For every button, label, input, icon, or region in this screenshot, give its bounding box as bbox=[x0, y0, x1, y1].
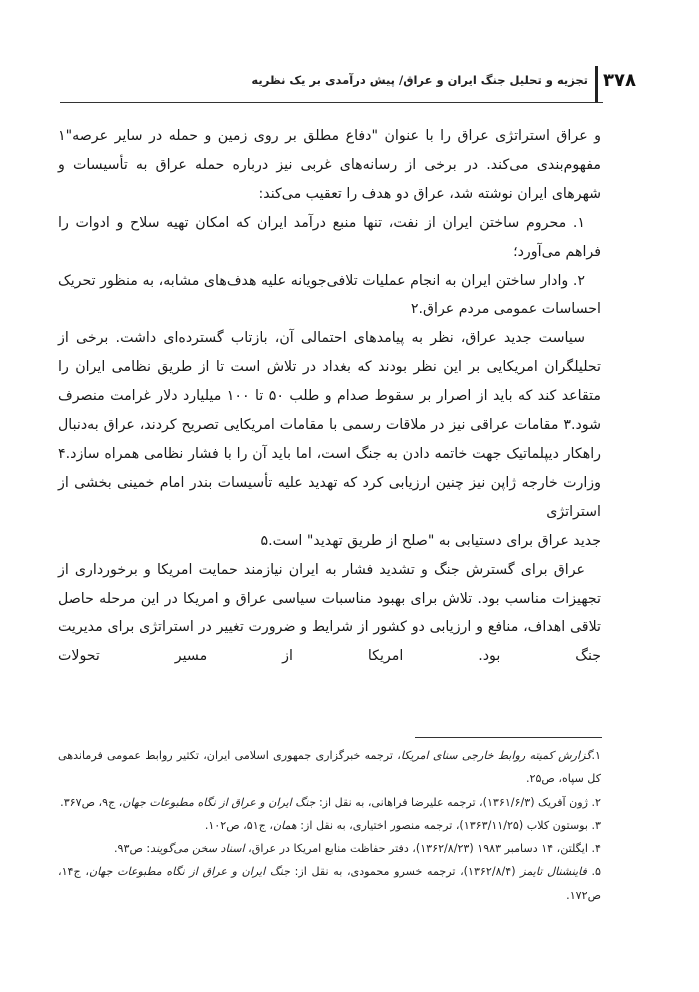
footnote-1-title: گزارش کمیته روابط خارجی سنای امریکا bbox=[400, 749, 592, 762]
running-title: تجزیه و تحلیل جنگ ایران و عراق/ پیش درآمدی بر یک نظریه bbox=[251, 73, 588, 87]
footnote-5-source: فاینشنال تایمز bbox=[520, 865, 587, 879]
list-item-1: ۱. محروم ساختن ایران از نفت، تنها منبع درآمد ایران که امکان تهیه سلاح و ادوات را فراهم می‌آورد؛ bbox=[58, 214, 601, 260]
header-rule bbox=[60, 102, 603, 103]
footnote-4: ۴. ایگلتن، ۱۴ دسامبر ۱۹۸۳ (۱۳۶۲/۸/۲۳)، دفتر حفاظت منابع امریکا در عراق، اسناد سخن می‌گویند: ص۹۳. bbox=[114, 842, 601, 856]
paragraph-3: عراق برای گسترش جنگ و تشدید فشار به ایران نیازمند حمایت امریکا و برخورداری از تجهیزات مناسب بود. تلاش برای بهبود مناسبات سیاسی عراق و امریکا در این مرحله حاصل تلاقی اهداف، منافع و ارزیابی دو کشور از شرایط و ضرورت تغییر در استراتژی برای مدیریت جنگ بود. امریکا از مسیر تحولات bbox=[58, 561, 601, 665]
footnote-rule bbox=[415, 737, 602, 738]
footnote-5-title: جنگ ایران و عراق از نگاه مطبوعات جهان bbox=[88, 865, 290, 879]
footnote-3: ۳. بوستون کلاب (۱۳۶۳/۱۱/۲۵)، ترجمه منصور اختیاری، به نقل از: همان، ج۵۱، ص۱۰۲. bbox=[204, 818, 601, 832]
footnote-5: ۵. فاینشنال تایمز (۱۳۶۲/۸/۴)، ترجمه خسرو محمودی، به نقل از: جنگ ایران و عراق از نگاه مطبوعات جهان، ج۱۴، ص۱۷۲. bbox=[58, 865, 601, 902]
paragraph-2: سیاست جدید عراق، نظر به پیامدهای احتمالی آن، بازتاب گسترده‌ای داشت. برخی از تحلیلگران امریکایی بر این نظر بودند که بغداد در تلاش است تا از طریق نظامی ایران را متقاعد کند که باید از اصرار بر سقوط صدام و طلب ۵۰ تا ۱۰۰ میلیارد دلار غرامت منصرف شود.۳ مقامات عراقی نیز در ملاقات رسمی با مقامات امریکایی تصریح کردند، عراق به‌دنبال راهکار دیپلماتیک جهت خاتمه دادن به جنگ است، اما باید آن را با فشار نظامی همراه سازد.۴ وزارت خارجه ژاپن نیز چنین ارزیابی کرد که تهدید علیه تأسیسات بندر امام خمینی بخشی از استراتژی bbox=[58, 330, 601, 520]
footnotes bbox=[58, 744, 601, 907]
footnote-4-title: اسناد سخن می‌گویند bbox=[150, 842, 245, 856]
header-divider-bar bbox=[595, 66, 598, 102]
main-text bbox=[58, 122, 601, 671]
footnote-3-title: همان bbox=[272, 818, 297, 832]
paragraph-2-end: جدید عراق برای دستیابی به "صلح از طریق تهدید" است.۵ bbox=[260, 532, 601, 549]
footnote-2: ۲. ژون آفریک (۱۳۶۱/۶/۳)، ترجمه علیرضا فراهانی، به نقل از: جنگ ایران و عراق از نگاه مطبوعات جهان، ج۹، ص۳۶۷. bbox=[60, 795, 601, 809]
page-number: ۳۷۸ bbox=[603, 70, 636, 91]
paragraph-1: و عراق استراتژی عراق را با عنوان "دفاع مطلق بر روی زمین و حمله در سایر عرصه"۱ مفهوم‌بندی می‌کند. در برخی از رسانه‌های غربی نیز درباره حمله عراق به تأسیسات و شهرهای ایران نوشته شد، عراق دو هدف را تعقیب می‌کند: bbox=[58, 128, 601, 202]
footnote-1: ۱.گزارش کمیته روابط خارجی سنای امریکا، ترجمه خبرگزاری جمهوری اسلامی ایران، تکثیر روابط عمومی فرماندهی کل سپاه، ص۲۵. bbox=[58, 749, 601, 786]
list-item-2: ۲. وادار ساختن ایران به انجام عملیات تلافی‌جویانه علیه هدف‌های مشابه، به منظور تحریک احساسات عمومی مردم عراق.۲ bbox=[58, 272, 601, 318]
footnote-2-title: جنگ ایران و عراق از نگاه مطبوعات جهان bbox=[122, 795, 316, 809]
